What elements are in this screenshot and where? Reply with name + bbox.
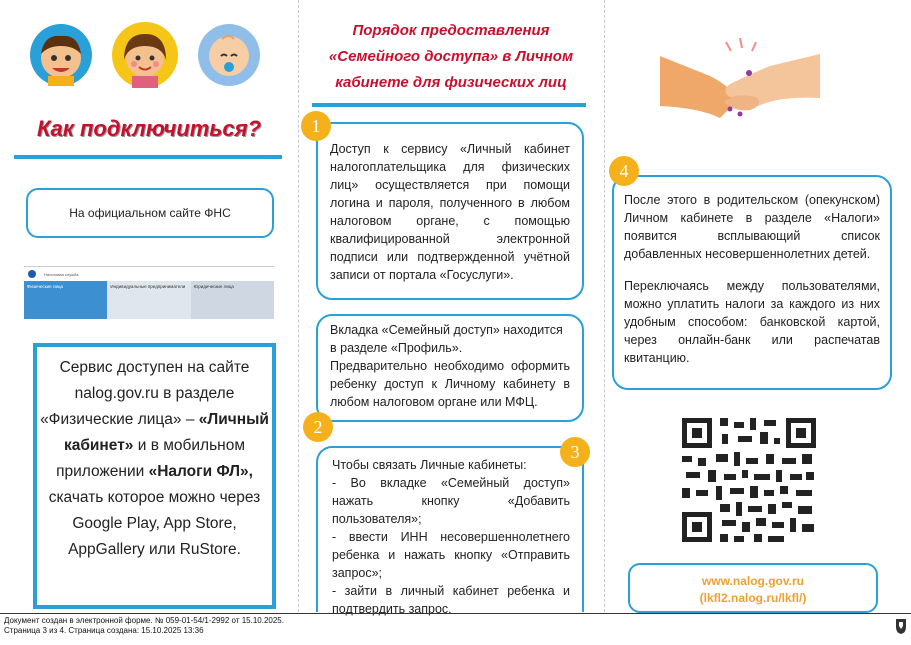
title-divider — [312, 103, 586, 107]
baby-avatar-icon — [198, 24, 260, 86]
site-nav-item[interactable]: Налоговая служба — [44, 271, 79, 277]
title-line-3: кабинете для физических лиц — [335, 74, 567, 91]
title-line-1: Порядок предоставления — [352, 22, 550, 39]
handshake-icon — [660, 36, 820, 136]
service-info-box — [33, 343, 276, 609]
fns-site-label: На официальном сайте ФНС — [69, 206, 231, 220]
site-banner-legal[interactable]: Юридические лица — [191, 281, 274, 319]
step-3-box — [316, 446, 584, 616]
footer-line-2: Страница 3 из 4. Страница создана: 15.10.2025 13:36 — [4, 626, 204, 635]
step-3-badge: 3 — [560, 437, 590, 467]
service-line-5 — [37, 459, 272, 485]
step-2-text-2: Предварительно необходимо оформить ребенку доступ к Личному кабинету в любом налоговом органе или МФЦ. — [330, 359, 570, 409]
service-line-7: Google Play, App Store, — [72, 515, 237, 532]
emblem-icon — [894, 617, 908, 635]
service-line-5a: приложении — [56, 463, 149, 480]
service-line-4a: кабинет» — [63, 437, 134, 454]
fns-site-screenshot — [24, 266, 274, 319]
step-1-box — [316, 122, 584, 300]
step-3-item-3: - зайти в личный кабинет ребенка и подтвердить запрос. — [332, 584, 570, 616]
service-line-1: Сервис доступен на сайте — [59, 359, 250, 376]
step-1-badge: 1 — [301, 111, 331, 141]
page-heading — [0, 116, 298, 142]
fns-site-box — [26, 188, 274, 238]
service-line-3b: «Личный — [198, 411, 269, 428]
service-line-5b: «Налоги ФЛ», — [148, 463, 253, 480]
middle-title — [305, 18, 597, 96]
lk-link[interactable]: (lkfl2.nalog.ru/lkfl/) — [699, 591, 807, 605]
links-box — [628, 563, 878, 613]
service-line-4 — [37, 433, 272, 459]
boy-avatar-icon — [30, 24, 92, 86]
heading-text: Как подключиться? — [36, 116, 262, 141]
step-2-text-1: Вкладка «Семейный доступ» находится в разделе «Профиль». — [330, 323, 563, 355]
site-banner-entrepreneurs[interactable]: Индивидуальные предприниматели — [107, 281, 190, 319]
service-line-8: AppGallery или RuStore. — [68, 541, 241, 558]
step-4-box — [612, 175, 892, 390]
fns-logo-icon — [28, 270, 36, 278]
step-2-badge: 2 — [303, 412, 333, 442]
footer-line-1: Документ создан в электронной форме. № 059-01-54/1-2992 от 15.10.2025. — [4, 616, 284, 625]
site-banner-individuals[interactable]: Физические лица — [24, 281, 107, 319]
children-avatars — [30, 22, 275, 94]
heading-divider — [14, 155, 282, 159]
title-line-2: «Семейного доступа» в Личном — [328, 48, 574, 65]
step-3-item-2: - ввести ИНН несовершеннолетнего ребенка и нажать кнопку «Отправить запрос»; — [332, 530, 570, 580]
step-3-intro: Чтобы связать Личные кабинеты: — [332, 458, 527, 472]
step-4-badge: 4 — [609, 156, 639, 186]
service-line-4b: и в мобильном — [133, 437, 246, 454]
site-banner — [24, 281, 274, 319]
step-1-text: Доступ к сервису «Личный кабинет налогоплательщика для физических лиц» осуществляется при помощи логина и пароля, полученного в любом налоговом органе, с помощью квалифицированной электронной подписи или подтвержденной учётной записи от портала «Госуслуги». — [330, 142, 570, 282]
girl-avatar-icon — [112, 22, 178, 88]
service-line-6: скачать которое можно через — [48, 489, 261, 506]
step-2-box — [316, 314, 584, 422]
step-3-item-1: - Во вкладке «Семейный доступ» нажать кнопку «Добавить пользователя»; — [332, 476, 570, 526]
document-footer — [4, 616, 284, 636]
fns-site-header — [24, 267, 274, 281]
service-line-2: nalog.gov.ru в разделе — [74, 385, 235, 402]
service-line-3a: «Физические лица» – — [40, 411, 199, 428]
service-line-3 — [37, 407, 272, 433]
step-4-text-1: После этого в родительском (опекунском) Личном кабинете в разделе «Налоги» появится всплывающий список добавленных несовершеннолетних детей. — [624, 193, 880, 261]
site-link[interactable]: www.nalog.gov.ru — [702, 574, 804, 588]
footer-divider — [0, 613, 911, 614]
step-4-text-2: Переключаясь между пользователями, можно уплатить налоги за каждого из них удобным способом: банковской картой, через онлайн-банк или распечатав квитанцию. — [624, 279, 880, 365]
qr-code[interactable] — [682, 418, 816, 542]
